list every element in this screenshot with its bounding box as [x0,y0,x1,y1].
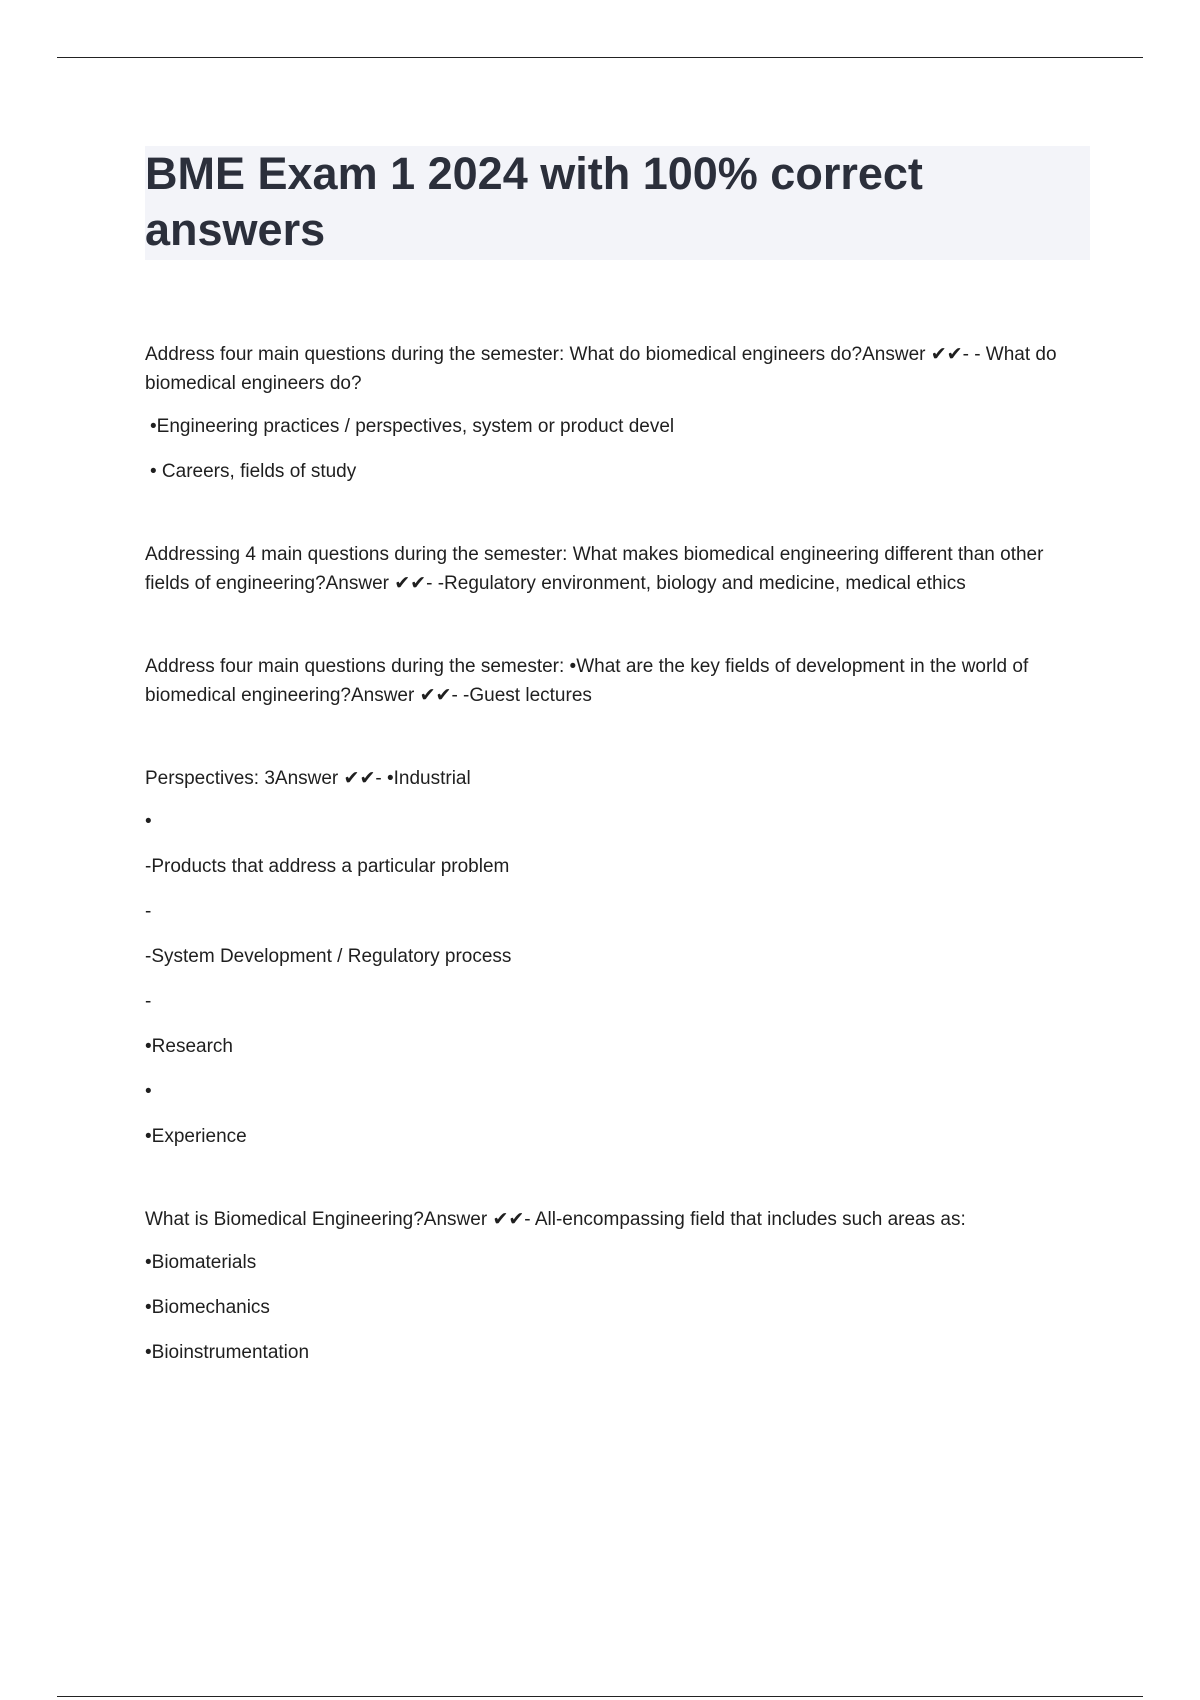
qa-item-3 [145,652,1090,710]
qa-answer-item: • Careers, fields of study [150,461,357,482]
qa-item-1 [145,340,1090,486]
qa-answer-item: -Products that address a particular problem [145,856,510,877]
title-banner [145,146,1090,260]
qa-question: Addressing 4 main questions during the semester: What makes biomedical engineering different than other fields of engineering?Answer ✔✔- -Regulatory environment, biology and medicine, medical ethics [145,544,1044,594]
qa-item-5 [145,1205,1090,1367]
qa-question: Address four main questions during the semester: What do biomedical engineers do?Answer ✔✔- - What do biomedical engineers do? [145,344,1057,394]
qa-answer-item: - [145,901,152,922]
bottom-divider [57,1696,1143,1697]
qa-answer-item: •Biomechanics [145,1297,270,1318]
qa-answer-item: •Biomaterials [145,1252,257,1273]
qa-question: What is Biomedical Engineering?Answer ✔✔- All-encompassing field that includes such areas as: [145,1209,966,1230]
qa-answer-item: • [145,811,152,832]
top-divider [57,57,1143,58]
document-body [145,146,1090,1421]
qa-list [145,340,1090,1367]
qa-answer-item: -System Development / Regulatory process [145,946,512,967]
qa-item-2 [145,540,1090,598]
document-title: BME Exam 1 2024 with 100% correct answers [145,148,923,255]
qa-answer-item: - [145,991,152,1012]
qa-question: Perspectives: 3Answer ✔✔- •Industrial [145,768,471,789]
qa-answer-item: •Experience [145,1126,247,1147]
qa-answer-item: •Engineering practices / perspectives, system or product devel [150,416,675,437]
qa-answer-item: •Bioinstrumentation [145,1342,310,1363]
qa-answer-item: • [145,1081,152,1102]
qa-answer-item: •Research [145,1036,233,1057]
qa-item-4 [145,764,1090,1151]
qa-question: Address four main questions during the semester: •What are the key fields of development in the world of biomedical engineering?Answer ✔✔- -Guest lectures [145,656,1029,706]
